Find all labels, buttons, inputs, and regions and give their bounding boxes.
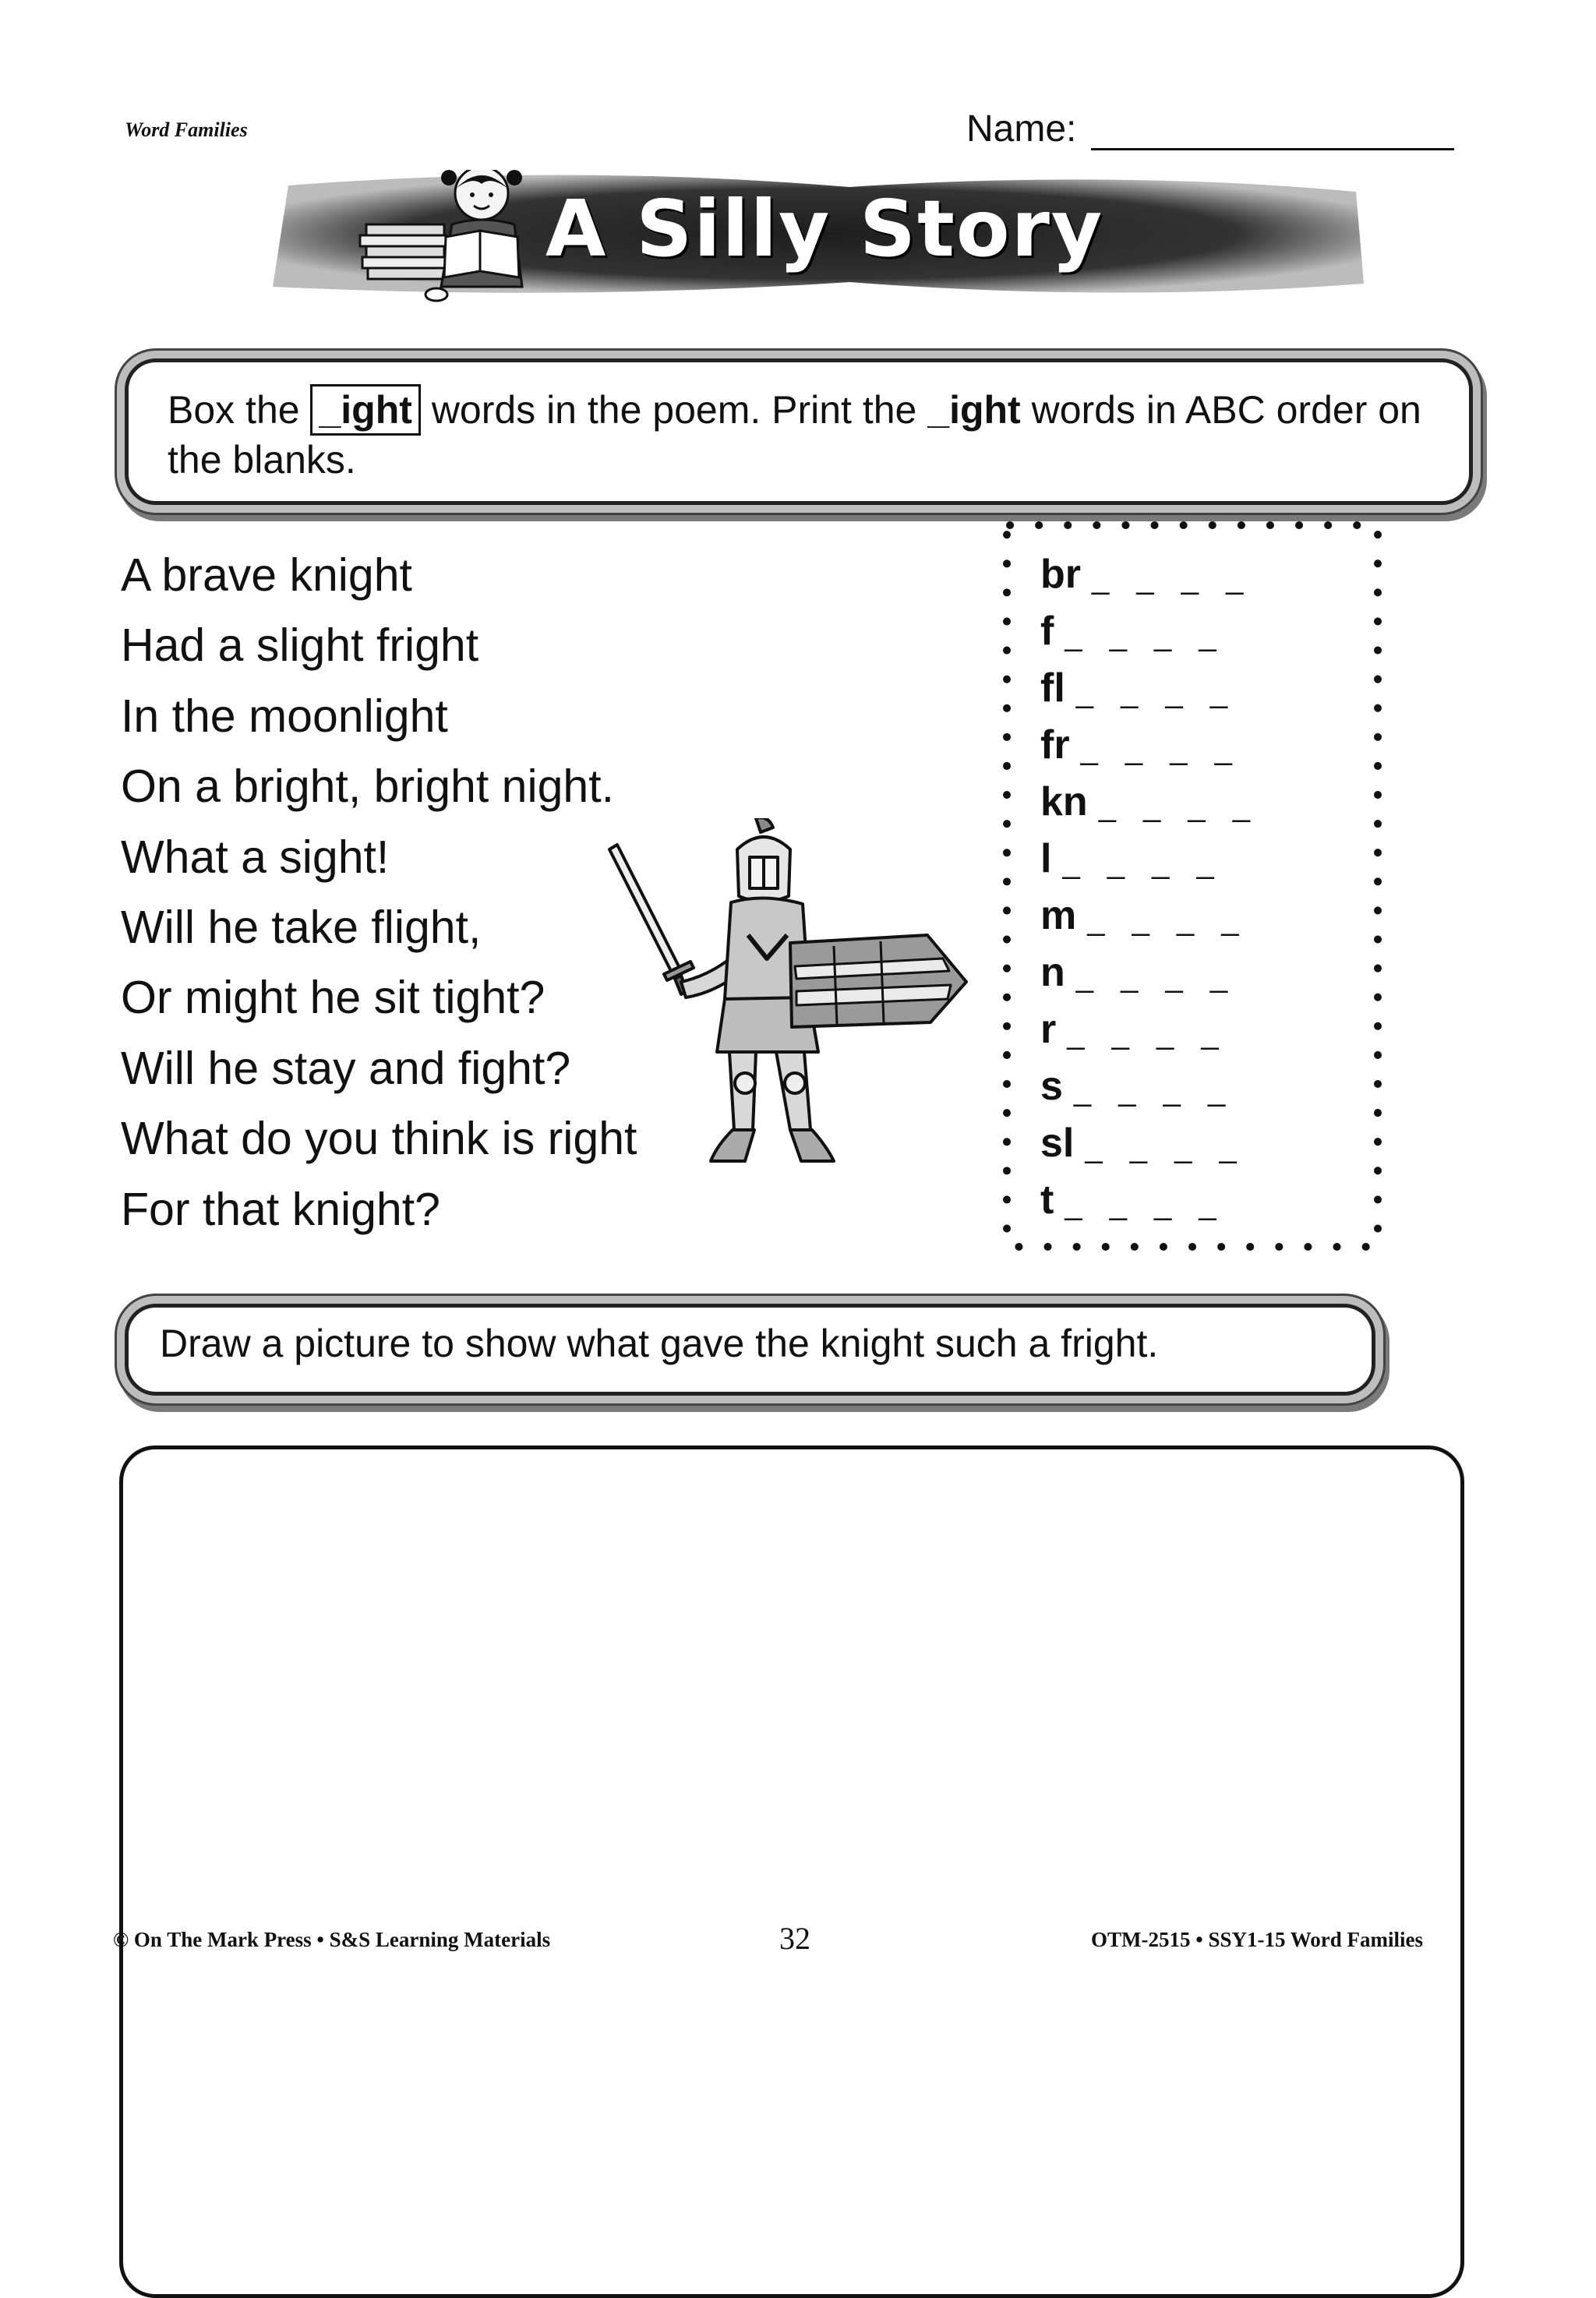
word-prefix: t	[1040, 1177, 1054, 1223]
answer-blank[interactable]: _ _ _ _	[1067, 1016, 1228, 1050]
poem-line: A brave knight	[121, 549, 412, 601]
page-number: 32	[779, 1921, 810, 1956]
word-row	[1040, 830, 1259, 887]
poem-line: What a sight!	[121, 831, 390, 883]
answer-blank[interactable]: _ _ _ _	[1075, 959, 1238, 994]
answer-blank[interactable]: _ _ _ _	[1073, 1073, 1235, 1107]
footer-product-code: OTM-2515 • SSY1-15 Word Families	[1091, 1928, 1423, 1951]
answer-blank[interactable]: _ _ _ _	[1085, 1130, 1246, 1164]
instruction-part: Box the	[168, 388, 300, 432]
word-row	[1040, 1114, 1259, 1171]
poem-line: Or might he sit tight?	[121, 972, 546, 1024]
poem-line: Will he stay and fight?	[121, 1042, 571, 1094]
word-row	[1040, 1171, 1259, 1228]
instruction-part: words in ABC order on the blanks.	[168, 388, 1421, 482]
word-prefix: l	[1040, 835, 1052, 881]
poem-line: What do you think is right	[121, 1113, 637, 1165]
series-label: Word Families	[125, 118, 248, 141]
poem-line: Had a slight fright	[121, 620, 479, 672]
word-prefix: kn	[1040, 778, 1088, 824]
instruction-part: words in the poem. Print the	[431, 388, 917, 432]
answer-blank[interactable]: _ _ _ _	[1092, 561, 1253, 595]
poem-line: For that knight?	[121, 1183, 440, 1235]
word-prefix: sl	[1040, 1120, 1075, 1166]
word-row	[1040, 716, 1259, 773]
answer-blank[interactable]: _ _ _ _	[1065, 1187, 1226, 1221]
word-prefix: r	[1040, 1006, 1057, 1052]
word-prefix: m	[1040, 892, 1077, 938]
ight-boxed-label: _ight	[310, 384, 420, 436]
word-row	[1040, 944, 1259, 1001]
word-prefix: br	[1040, 551, 1081, 597]
name-field[interactable]	[1091, 148, 1454, 150]
word-prefix: fl	[1040, 665, 1065, 711]
answer-blank[interactable]: _ _ _ _	[1075, 675, 1238, 709]
word-row	[1040, 887, 1259, 944]
name-label: Name:	[966, 108, 1077, 150]
word-row	[1040, 602, 1259, 659]
page-title: A Silly Story	[546, 183, 1104, 274]
footer-publisher: © On The Mark Press • S&S Learning Materials	[113, 1928, 551, 1951]
instruction-text	[168, 384, 1446, 484]
poem-line: In the moonlight	[121, 690, 448, 742]
word-prefix: fr	[1040, 722, 1070, 768]
drawing-area[interactable]	[119, 1446, 1464, 2298]
word-row	[1040, 773, 1259, 830]
word-row	[1040, 1057, 1259, 1114]
answer-blank[interactable]: _ _ _ _	[1087, 902, 1248, 937]
draw-instruction-text: Draw a picture to show what gave the knight such a fright.	[160, 1322, 1159, 1365]
word-row	[1040, 659, 1259, 716]
poem-line: On a bright, bright night.	[121, 761, 614, 813]
answer-blank[interactable]: _ _ _ _	[1065, 618, 1226, 652]
ight-bold-label: _ight	[927, 388, 1021, 432]
word-prefix: s	[1040, 1063, 1063, 1109]
word-row	[1040, 1001, 1259, 1057]
word-list	[1040, 545, 1259, 1228]
answer-blank[interactable]: _ _ _ _	[1080, 732, 1241, 766]
knight-illustration	[600, 818, 990, 1192]
answer-blank[interactable]: _ _ _ _	[1062, 845, 1223, 880]
word-prefix: n	[1040, 949, 1065, 995]
answer-blank[interactable]: _ _ _ _	[1098, 789, 1260, 823]
poem	[121, 540, 637, 1244]
word-prefix: f	[1040, 608, 1054, 654]
poem-line: Will he take flight,	[121, 902, 482, 954]
word-row	[1040, 545, 1259, 602]
